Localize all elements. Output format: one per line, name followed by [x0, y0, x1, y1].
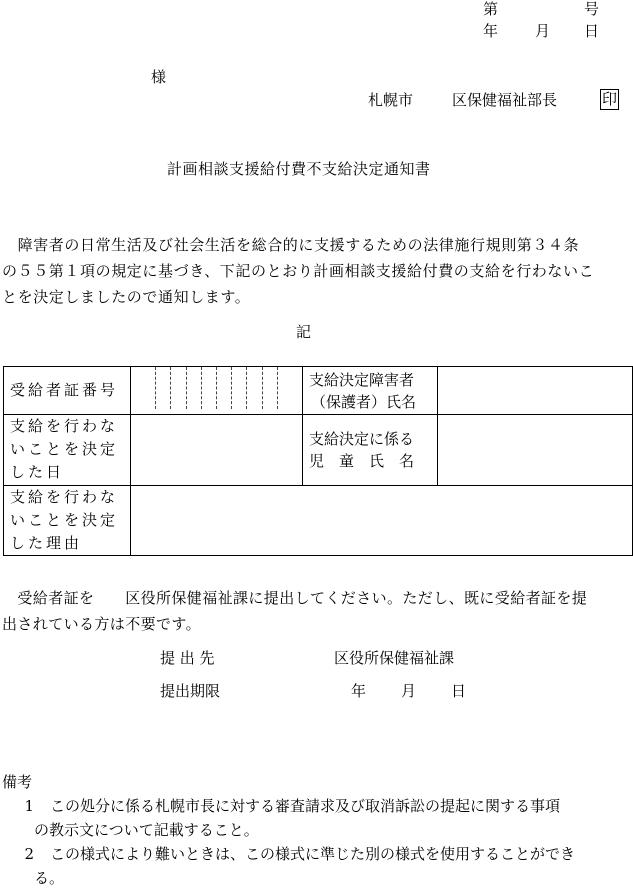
sender-city: 札幌市: [368, 91, 414, 109]
addressee-honorific: 様: [151, 68, 167, 86]
seal-mark: 印: [602, 90, 618, 108]
deadline-year: 年: [351, 682, 367, 700]
remark-text: この様式により難いときは、この様式に準じた別の様式を使用することができ: [50, 845, 576, 863]
decision-date-label-line: 支給を行わな: [10, 417, 119, 436]
submission-instructions: [2, 585, 587, 637]
remark-continuation: の教示文について記載すること。: [34, 821, 259, 839]
decision-reason-field[interactable]: [131, 485, 633, 555]
sender-title: 区保健福祉部長: [452, 91, 558, 109]
decision-date-label-line: いことを決定: [10, 440, 119, 459]
submission-line: 出されている方は不要です。: [2, 615, 202, 633]
remark-item: [0, 794, 633, 818]
remark-number: 1: [24, 797, 34, 815]
destination-label: 提 出 先: [160, 649, 215, 667]
child-label-line: 児 童 氏 名: [309, 451, 415, 470]
decision-reason-label-line: いことを決定: [10, 510, 119, 529]
recipient-name-label: [303, 367, 438, 415]
cert-number-field[interactable]: [131, 367, 303, 415]
recipient-name-field[interactable]: [438, 367, 633, 415]
decision-date-label: [4, 415, 131, 485]
decision-date-field[interactable]: [131, 415, 303, 485]
ki-marker: 記: [296, 323, 312, 341]
submission-line: 受給者証を 区役所保健福祉課に提出してください。ただし、既に受給者証を提: [2, 589, 588, 607]
recipient-label-line: 支給決定障害者: [309, 370, 415, 389]
date-day: 日: [584, 22, 600, 40]
child-label-line: 支給決定に係る: [309, 429, 415, 448]
deadline-month: 月: [401, 682, 417, 700]
recipient-label-line: （保護者）氏名: [311, 392, 417, 411]
cert-number-label-text: 受給者証番号: [10, 381, 119, 400]
document-title: 計画相談支援給付費不支給決定通知書: [167, 160, 431, 178]
child-name-field[interactable]: [438, 415, 633, 485]
deadline-label: 提出期限: [160, 682, 221, 700]
date-month: 月: [535, 22, 551, 40]
number-suffix: 号: [584, 0, 600, 18]
remarks-heading: 備考: [2, 773, 33, 791]
child-name-label: [303, 415, 438, 485]
body-line: 障害者の日常生活及び社会生活を総合的に支援するための法律施行規則第３４条: [2, 236, 580, 254]
remark-item: [0, 842, 633, 866]
remark-continuation: る。: [34, 869, 65, 887]
body-line: の５５第１項の規定に基づき、下記のとおり計画相談支援給付費の支給を行わないこ: [2, 262, 595, 280]
seal-box: [594, 89, 619, 110]
remarks-section: [0, 770, 633, 890]
body-line: とを決定しましたので通知します。: [2, 288, 251, 306]
decision-date-label-line: した日: [10, 463, 65, 482]
decision-reason-label-line: した理由: [10, 533, 83, 552]
decision-reason-label: [4, 485, 131, 555]
deadline-day: 日: [451, 682, 467, 700]
cert-number-label: [4, 367, 131, 415]
body-paragraph: [2, 232, 633, 310]
number-prefix: 第: [483, 0, 499, 18]
date-year: 年: [483, 22, 499, 40]
remark-text: この処分に係る札幌市長に対する審査請求及び取消訴訟の提起に関する事項: [50, 797, 561, 815]
remark-number: 2: [24, 845, 34, 863]
destination-value: 区役所保健福祉課: [334, 649, 455, 667]
decision-reason-label-line: 支給を行わな: [10, 487, 119, 506]
decision-table: [3, 366, 633, 556]
